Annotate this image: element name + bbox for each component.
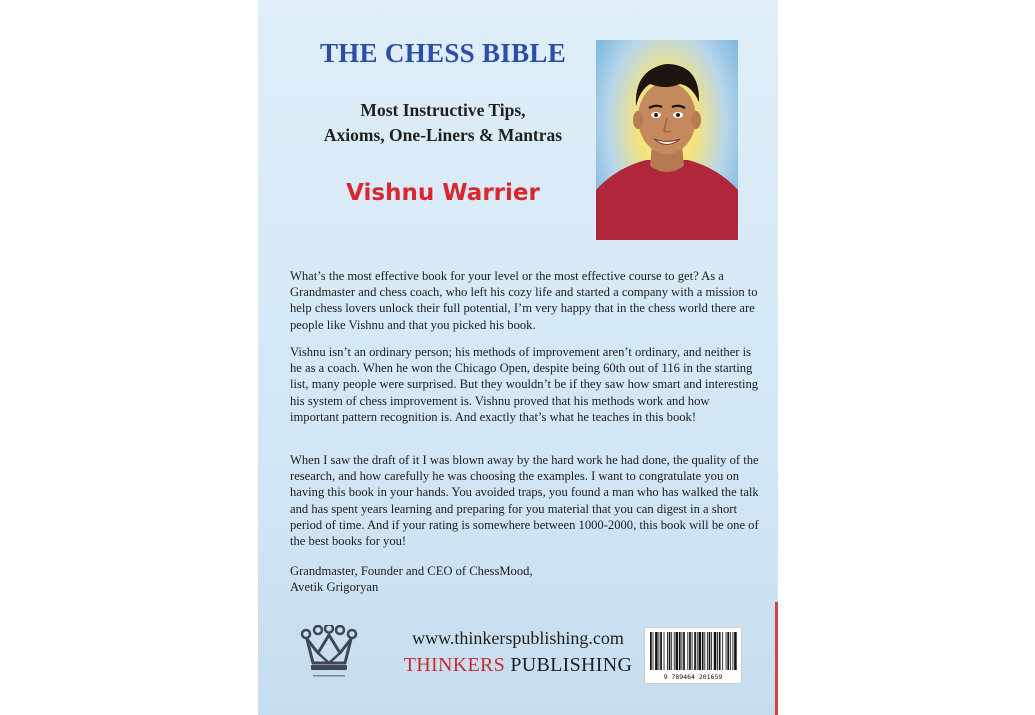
endorsement-paragraph-2: Vishnu isn’t an ordinary person; his methods of improvement aren’t ordinary, and neither is he as a coach. When he won the Chicago Open, despite being 60th out of 116 in the starting list, many people were surprised. But they wouldn’t be if they saw how smart and interesting his system of chess improvement is. Vishnu proved that his methods work and how important pattern recognition is. And exactly that’s what he teaches in this book! bbox=[290, 345, 759, 424]
barcode-bars bbox=[645, 628, 741, 673]
book-subtitle bbox=[298, 98, 588, 148]
isbn-barcode bbox=[644, 627, 742, 684]
author-portrait-illustration bbox=[596, 40, 738, 240]
subtitle-line-1: Most Instructive Tips, bbox=[360, 100, 526, 120]
publisher-name-rest: PUBLISHING bbox=[505, 654, 633, 676]
endorsement-paragraph-1: What’s the most effective book for your level or the most effective course to get? As a Grandmaster and chess coach, who left his cozy life and started a company with a mission to help chess lovers unlock their full potential, I’m very happy that in the chess world there are people like Vishnu and that you picked his book. bbox=[290, 269, 758, 332]
endorsement-signature bbox=[290, 563, 760, 595]
isbn-number: 9 789464 201659 bbox=[663, 673, 723, 681]
publisher-website: www.thinkerspublishing.com bbox=[412, 628, 624, 648]
cover-edge-stripe bbox=[775, 602, 778, 715]
crown-logo-icon bbox=[300, 625, 358, 681]
signature-name: Avetik Grigoryan bbox=[290, 580, 379, 595]
publisher-name-accent: THINKERS bbox=[403, 654, 506, 676]
subtitle-line-2: Axioms, One-Liners & Mantras bbox=[323, 125, 563, 145]
book-title: THE CHESS BIBLE bbox=[319, 38, 567, 68]
endorsement-paragraph-3: When I saw the draft of it I was blown away by the hard work he had done, the quality of the research, and how carefully he was choosing the examples. I want to congratulate you on having this book in your hands. You avoided traps, you found a man who has walked the talk and has spent years learning and preparing for you material that you can digest in a short period of time. And if your rating is somewhere between 1000-2000, this book will be one of the best books for you! bbox=[290, 453, 759, 549]
signature-role: Grandmaster, Founder and CEO of ChessMood, bbox=[290, 564, 533, 578]
author-name: Vishnu Warrier bbox=[346, 180, 540, 206]
book-back-cover bbox=[258, 0, 778, 715]
author-photo bbox=[596, 40, 738, 240]
publisher-name bbox=[398, 654, 638, 677]
